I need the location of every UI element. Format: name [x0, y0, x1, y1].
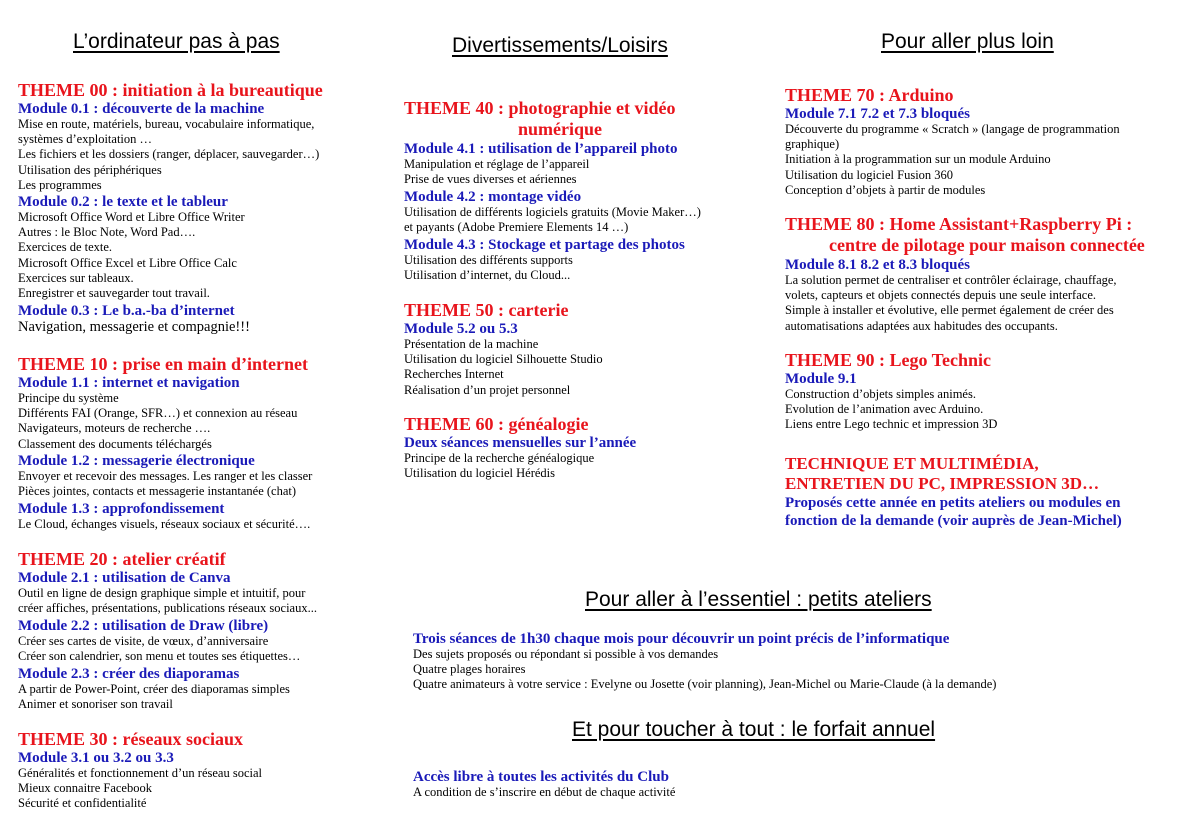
module-line: Microsoft Office Excel et Libre Office Calc: [18, 255, 237, 270]
module-line: La solution permet de centraliser et contrôler éclairage, chauffage,: [785, 273, 1117, 287]
module-line: Utilisation des périphériques: [18, 162, 162, 177]
technique-line: fonction de la demande (voir auprès de Jean-Michel): [785, 513, 1122, 529]
module-line: Liens entre Lego technic et impression 3D: [785, 417, 998, 432]
module-line: Prise de vues diverses et aériennes: [404, 172, 577, 187]
theme-20-title: THEME 20 : atelier créatif: [18, 549, 226, 569]
module-line: Découverte du programme « Scratch » (langage de programmation: [785, 122, 1120, 136]
theme-60-title: THEME 60 : généalogie: [404, 414, 589, 434]
module-1-3: [18, 501, 310, 532]
module-2-3: [18, 666, 290, 712]
module-line: Animer et sonoriser son travail: [18, 697, 173, 712]
module-title: Module 2.2 : utilisation de Draw (libre): [18, 618, 269, 634]
col1-header: L’ordinateur pas à pas: [73, 30, 280, 53]
module-title: Module 1.1 : internet et navigation: [18, 375, 240, 391]
module-1-2: [18, 453, 312, 499]
module-2-1: [18, 570, 317, 616]
forfait-header: Et pour toucher à tout : le forfait annuel: [572, 718, 936, 741]
module-7-1: [785, 106, 1120, 198]
module-1-1: [18, 375, 297, 452]
module-line: Mieux connaitre Facebook: [18, 781, 152, 796]
module-5-2: [404, 321, 603, 398]
module-4-2: [404, 189, 701, 235]
theme-90-title: THEME 90 : Lego Technic: [785, 350, 992, 370]
module-title: Module 3.1 ou 3.2 ou 3.3: [18, 750, 174, 766]
module-line: graphique): [785, 137, 840, 152]
essentiel-line: Quatre animateurs à votre service : Evelyne ou Josette (voir planning), Jean-Michel ou Marie-Claude (à la demande): [413, 677, 997, 692]
module-line: Utilisation du logiciel Silhouette Studio: [404, 352, 603, 367]
module-line: Réalisation d’un projet personnel: [404, 382, 571, 397]
module-line: Utilisation de différents logiciels gratuits (Movie Maker…): [404, 205, 701, 219]
module-line: Utilisation d’internet, du Cloud...: [404, 268, 571, 283]
theme-70-title: THEME 70 : Arduino: [785, 85, 954, 105]
module-0-3: [18, 303, 250, 336]
module-line: systèmes d’exploitation …: [18, 132, 153, 147]
module-line: Créer ses cartes de visite, de vœux, d’anniversaire: [18, 634, 269, 648]
module-9-1: [785, 371, 997, 433]
module-title: Module 4.2 : montage vidéo: [404, 189, 582, 205]
essentiel-line: Des sujets proposés ou répondant si possible à vos demandes: [413, 647, 719, 661]
module-title: Module 9.1: [785, 371, 857, 387]
module-title: Module 1.2 : messagerie électronique: [18, 453, 255, 469]
theme-80-title: THEME 80 : Home Assistant+Raspberry Pi :: [785, 214, 1133, 234]
module-line: volets, capteurs et objets connectés depuis une seule interface.: [785, 288, 1096, 303]
module-title: Module 4.3 : Stockage et partage des photos: [404, 237, 685, 253]
module-line: Sécurité et confidentialité: [18, 796, 147, 811]
module-line: Présentation de la machine: [404, 337, 539, 351]
module-0-2: [18, 194, 245, 301]
technique-title-cont: ENTRETIEN DU PC, IMPRESSION 3D…: [785, 474, 1100, 493]
module-line: Autres : le Bloc Note, Word Pad….: [18, 225, 196, 240]
theme-80-title-cont: centre de pilotage pour maison connectée: [829, 235, 1145, 255]
module-title: Module 2.1 : utilisation de Canva: [18, 570, 231, 586]
module-line: Les fichiers et les dossiers (ranger, déplacer, sauvegarder…): [18, 147, 320, 162]
module-title: Deux séances mensuelles sur l’année: [404, 435, 637, 451]
module-line: Créer son calendrier, son menu et toutes ses étiquettes…: [18, 649, 301, 664]
module-line: Envoyer et recevoir des messages. Les ranger et les classer: [18, 469, 313, 483]
technique-description: [785, 494, 1122, 530]
module-6: [404, 435, 636, 481]
essentiel-lead: Trois séances de 1h30 chaque mois pour découvrir un point précis de l’informatique: [413, 631, 950, 647]
module-line: Utilisation du logiciel Hérédis: [404, 466, 556, 481]
module-title: Module 2.3 : créer des diaporamas: [18, 666, 240, 682]
module-title: Module 0.3 : Le b.a.-ba d’internet: [18, 303, 235, 319]
module-line: Manipulation et réglage de l’appareil: [404, 157, 590, 171]
essentiel-header: Pour aller à l’essentiel : petits ateliers: [585, 588, 932, 611]
theme-40-title: THEME 40 : photographie et vidéo: [404, 98, 676, 118]
module-line: Outil en ligne de design graphique simple et intuitif, pour: [18, 586, 306, 600]
col2-header: Divertissements/Loisirs: [452, 34, 668, 57]
module-line: Généralités et fonctionnement d’un réseau social: [18, 766, 263, 780]
col3-header: Pour aller plus loin: [881, 30, 1054, 53]
module-title: Module 5.2 ou 5.3: [404, 321, 518, 337]
theme-00-title: THEME 00 : initiation à la bureautique: [18, 80, 323, 100]
theme-30-title: THEME 30 : réseaux sociaux: [18, 729, 243, 749]
theme-50-title: THEME 50 : carterie: [404, 300, 569, 320]
module-line: Recherches Internet: [404, 367, 504, 382]
module-title: Module 1.3 : approfondissement: [18, 501, 225, 517]
module-4-3: [404, 237, 685, 283]
module-line: Principe du système: [18, 391, 119, 405]
module-3-1: [18, 750, 262, 812]
technique-title: TECHNIQUE ET MULTIMÉDIA,: [785, 454, 1039, 473]
module-line: Pièces jointes, contacts et messagerie instantanée (chat): [18, 484, 297, 499]
module-line: Initiation à la programmation sur un module Arduino: [785, 152, 1051, 167]
module-title: Module 7.1 7.2 et 7.3 bloqués: [785, 106, 971, 122]
module-line: automatisations adaptées aux habitudes des occupants.: [785, 318, 1058, 333]
module-line: Exercices de texte.: [18, 240, 113, 255]
module-2-2: [18, 618, 300, 664]
module-8-1: [785, 257, 1117, 334]
module-line: Principe de la recherche généalogique: [404, 451, 595, 465]
module-title: Module 0.2 : le texte et le tableur: [18, 194, 228, 210]
module-line: Evolution de l’animation avec Arduino.: [785, 402, 984, 417]
forfait-section: [413, 769, 675, 800]
essentiel-line: Quatre plages horaires: [413, 662, 526, 677]
module-line: Microsoft Office Word et Libre Office Writer: [18, 210, 245, 224]
module-0-1: [18, 101, 319, 193]
module-line: Simple à installer et évolutive, elle permet également de créer des: [785, 303, 1114, 318]
theme-10-title: THEME 10 : prise en main d’internet: [18, 354, 308, 374]
module-line: Les programmes: [18, 177, 102, 192]
module-line: Classement des documents téléchargés: [18, 436, 212, 451]
module-line: créer affiches, présentations, publications réseaux sociaux...: [18, 601, 317, 616]
forfait-line: A condition de s’inscrire en début de chaque activité: [413, 785, 676, 799]
essentiel-section: [413, 631, 996, 693]
theme-40-title-cont: numérique: [518, 119, 603, 139]
module-line: Construction d’objets simples animés.: [785, 387, 976, 401]
forfait-lead: Accès libre à toutes les activités du Club: [413, 769, 669, 785]
module-line: Navigation, messagerie et compagnie!!!: [18, 319, 250, 335]
module-line: Exercices sur tableaux.: [18, 270, 134, 285]
module-line: Le Cloud, échanges visuels, réseaux sociaux et sécurité….: [18, 517, 311, 531]
module-4-1: [404, 141, 678, 187]
module-line: A partir de Power-Point, créer des diaporamas simples: [18, 682, 290, 696]
module-line: et payants (Adobe Premiere Elements 14 …): [404, 220, 629, 235]
module-title: Module 0.1 : découverte de la machine: [18, 101, 265, 117]
module-title: Module 4.1 : utilisation de l’appareil photo: [404, 141, 678, 157]
module-line: Utilisation des différents supports: [404, 253, 573, 267]
module-line: Enregistrer et sauvegarder tout travail.: [18, 286, 210, 301]
module-line: Différents FAI (Orange, SFR…) et connexion au réseau: [18, 406, 298, 421]
module-title: Module 8.1 8.2 et 8.3 bloqués: [785, 257, 971, 273]
module-line: Conception d’objets à partir de modules: [785, 182, 986, 197]
module-line: Mise en route, matériels, bureau, vocabulaire informatique,: [18, 117, 315, 131]
module-line: Navigateurs, moteurs de recherche ….: [18, 421, 211, 436]
module-line: Utilisation du logiciel Fusion 360: [785, 167, 954, 182]
technique-line: Proposés cette année en petits ateliers ou modules en: [785, 495, 1121, 511]
